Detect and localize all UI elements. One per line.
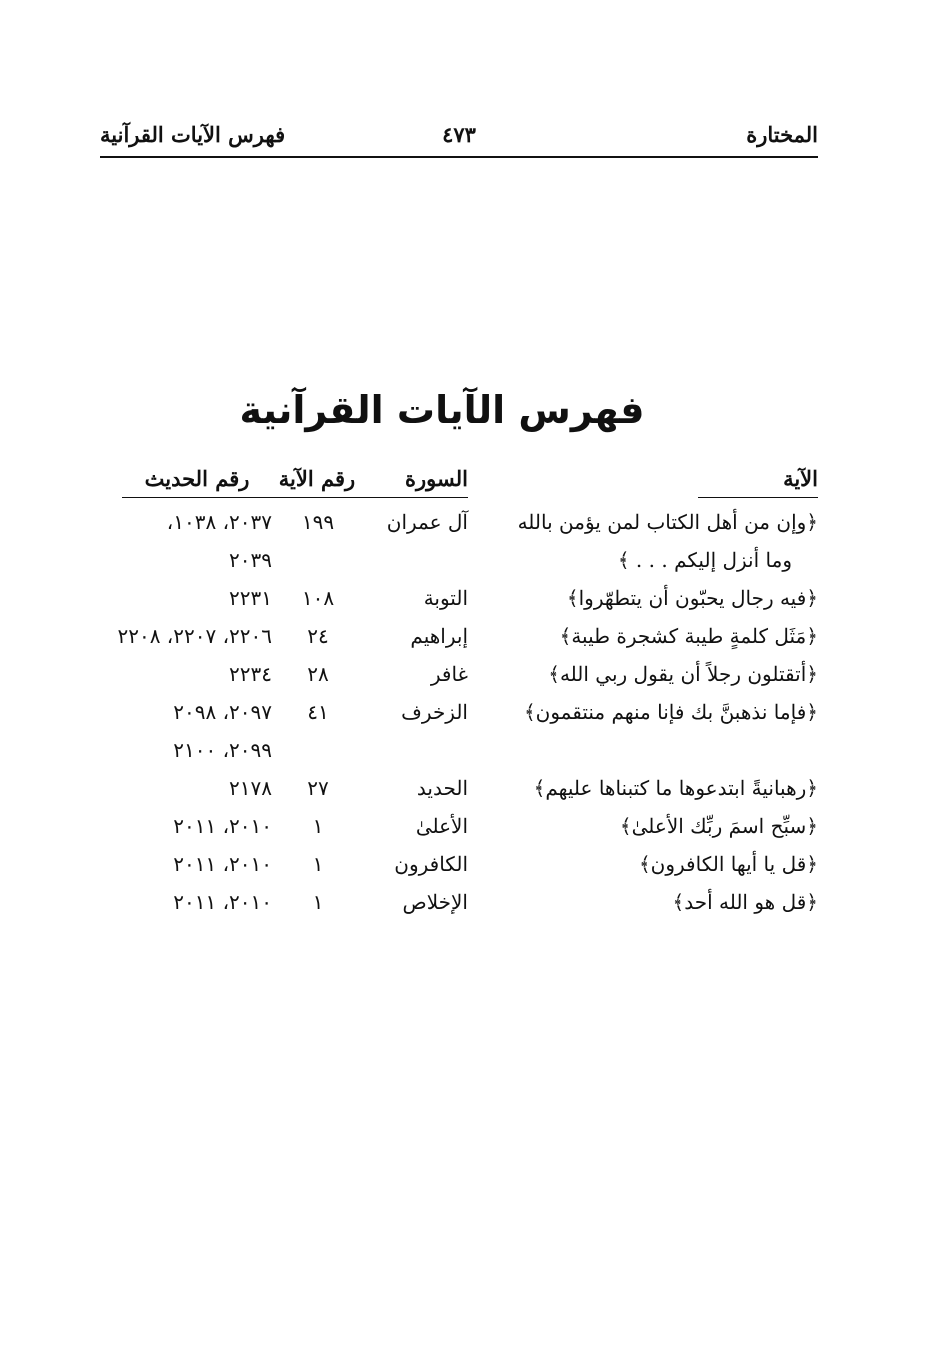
hadith-number-cell: ٢٠٣٧، ١٠٣٨، — [166, 510, 272, 534]
column-header-ayah-number: رقم الآية — [272, 466, 362, 498]
hadith-number-cell: ٢٢٣٤ — [229, 662, 272, 686]
hadith-number-cell: ٢٠١٠، ٢٠١١ — [173, 852, 272, 876]
table-row — [0, 544, 952, 582]
surah-cell: الأعلىٰ — [415, 814, 468, 838]
column-header-verse: الآية — [698, 466, 818, 498]
table-row — [0, 848, 952, 886]
surah-cell: التوبة — [423, 586, 468, 610]
column-header-surah: السورة — [344, 466, 468, 498]
hadith-number-cell: ٢٠٩٩، ٢١٠٠ — [173, 738, 272, 762]
table-row — [0, 506, 952, 544]
hadith-number-cell: ٢٢٠٦، ٢٢٠٧، ٢٢٠٨ — [117, 624, 272, 648]
verse-cell: ﴿أتقتلون رجلاً أن يقول ربي الله﴾ — [548, 662, 818, 686]
table-row — [0, 696, 952, 734]
surah-cell: الزخرف — [401, 700, 468, 724]
surah-cell: الحديد — [416, 776, 468, 800]
table-row — [0, 810, 952, 848]
running-head — [100, 118, 818, 158]
verse-cell: ﴿سبِّح اسمَ ربِّك الأعلىٰ﴾ — [619, 814, 818, 838]
section-title: فهرس الآيات القرآنية — [100, 122, 286, 147]
ayah-number-cell: ٢٧ — [307, 776, 329, 800]
verse-cell: وما أنزل إليكم . . . ﴾ — [617, 548, 792, 572]
table-row — [0, 582, 952, 620]
ayah-number-cell: ١ — [312, 890, 324, 914]
verse-cell: ﴿فيه رجال يحبّون أن يتطهّروا﴾ — [566, 586, 818, 610]
surah-cell: آل عمران — [386, 510, 468, 534]
ayah-number-cell: ٢٨ — [307, 662, 329, 686]
verse-cell: ﴿وإن من أهل الكتاب لمن يؤمن بالله — [517, 510, 818, 534]
ayah-number-cell: ١٩٩ — [301, 510, 335, 534]
book-title: المختارة — [746, 122, 818, 147]
table-row — [0, 658, 952, 696]
table-header — [0, 462, 952, 506]
page-number: ٤٧٣ — [442, 122, 476, 147]
hadith-number-cell: ٢١٧٨ — [229, 776, 272, 800]
surah-cell: الكافرون — [394, 852, 468, 876]
hadith-number-cell: ٢٠٩٧، ٢٠٩٨ — [173, 700, 272, 724]
table-row — [0, 886, 952, 924]
surah-cell: الإخلاص — [402, 890, 468, 914]
verse-cell: ﴿قل هو الله أحد﴾ — [672, 890, 818, 914]
table-body — [0, 506, 952, 924]
table-row — [0, 734, 952, 772]
surah-cell: إبراهيم — [410, 624, 468, 648]
ayah-number-cell: ٢٤ — [307, 624, 329, 648]
verse-cell: ﴿رهبانيةً ابتدعوها ما كتبناها عليهم﴾ — [533, 776, 818, 800]
hadith-number-cell: ٢٠٣٩ — [229, 548, 272, 572]
table-row — [0, 772, 952, 810]
verse-cell: ﴿مَثَل كلمةٍ طيبة كشجرة طيبة﴾ — [559, 624, 818, 648]
verse-cell: ﴿فإما نذهبنَّ بك فإنا منهم منتقمون﴾ — [523, 700, 818, 724]
verse-index-table — [0, 462, 952, 924]
hadith-number-cell: ٢٢٣١ — [229, 586, 272, 610]
table-row — [0, 620, 952, 658]
ayah-number-cell: ١ — [312, 852, 324, 876]
ayah-number-cell: ١٠٨ — [301, 586, 335, 610]
ayah-number-cell: ١ — [312, 814, 324, 838]
column-header-hadith-number: رقم الحديث — [122, 466, 272, 498]
surah-cell: غافر — [430, 662, 468, 686]
index-title: فهرس الآيات القرآنية — [239, 388, 645, 432]
hadith-number-cell: ٢٠١٠، ٢٠١١ — [173, 890, 272, 914]
hadith-number-cell: ٢٠١٠، ٢٠١١ — [173, 814, 272, 838]
verse-cell: ﴿قل يا أيها الكافرون﴾ — [638, 852, 818, 876]
ayah-number-cell: ٤١ — [307, 700, 329, 724]
